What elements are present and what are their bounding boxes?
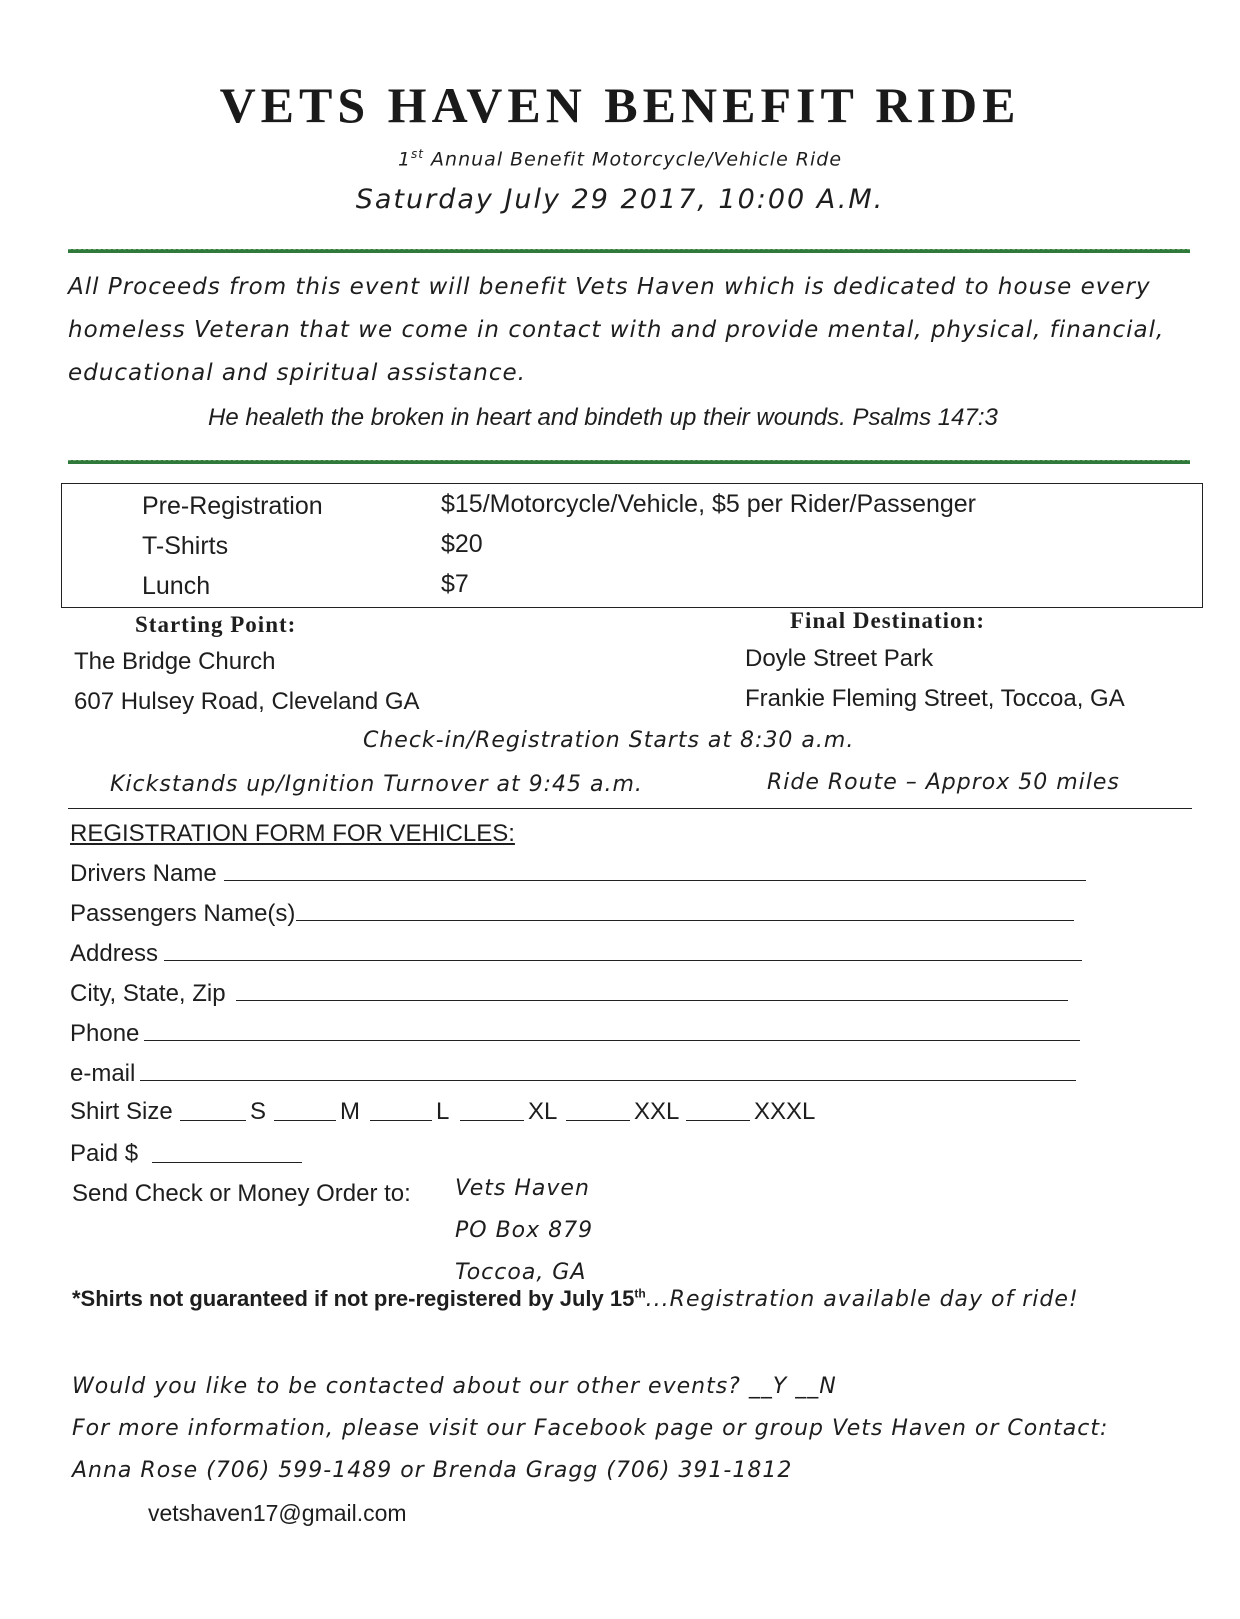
price-value-preregistration: $15/Motorcycle/Vehicle, $5 per Rider/Passenger bbox=[441, 490, 977, 518]
price-label-preregistration: Pre-Registration bbox=[142, 492, 323, 520]
shirt-size-xxxl: XXXL bbox=[754, 1098, 816, 1125]
shirt-size-l-blank[interactable] bbox=[370, 1120, 432, 1121]
paid-label: Paid $ bbox=[70, 1140, 139, 1167]
starting-point-address: 607 Hulsey Road, Cleveland GA bbox=[74, 688, 420, 715]
address-label: Address bbox=[70, 940, 159, 967]
email-field[interactable] bbox=[140, 1080, 1076, 1081]
contact-email[interactable]: vetshaven17@gmail.com bbox=[148, 1500, 407, 1526]
subtitle-ordinal: 1 bbox=[397, 148, 412, 171]
phone-label: Phone bbox=[70, 1020, 140, 1047]
paid-amount-field[interactable] bbox=[152, 1162, 302, 1163]
shirts-note bbox=[72, 1286, 1079, 1312]
green-divider-top bbox=[68, 249, 1190, 253]
shirt-size-l: L bbox=[436, 1098, 450, 1125]
drivers-name-label: Drivers Name bbox=[70, 860, 217, 887]
starting-point-heading: Starting Point: bbox=[135, 612, 297, 637]
mail-to-line-1: Vets Haven bbox=[455, 1176, 590, 1201]
event-title: VETS HAVEN BENEFIT RIDE bbox=[219, 77, 1021, 133]
phone-field[interactable] bbox=[144, 1040, 1080, 1041]
address-field[interactable] bbox=[164, 960, 1082, 961]
green-divider-bottom bbox=[68, 460, 1190, 464]
registration-form-heading: REGISTRATION FORM FOR VEHICLES: bbox=[70, 820, 515, 847]
section-divider bbox=[68, 808, 1192, 809]
shirt-size-m-blank[interactable] bbox=[274, 1120, 336, 1121]
destination-address: Frankie Fleming Street, Toccoa, GA bbox=[745, 685, 1125, 712]
price-label-lunch: Lunch bbox=[142, 572, 211, 600]
ride-route: Ride Route – Approx 50 miles bbox=[767, 770, 1120, 795]
price-label-tshirts: T-Shirts bbox=[142, 532, 229, 560]
shirts-note-bold: *Shirts not guaranteed if not pre-registered by July 15 bbox=[72, 1286, 635, 1311]
kickstands-time: Kickstands up/Ignition Turnover at 9:45 a.m. bbox=[110, 772, 643, 797]
shirts-note-sup: th bbox=[634, 1286, 646, 1301]
checkin-time: Check-in/Registration Starts at 8:30 a.m. bbox=[363, 728, 855, 753]
shirt-size-s-blank[interactable] bbox=[180, 1120, 246, 1121]
city-state-zip-label: City, State, Zip bbox=[70, 980, 226, 1007]
shirt-size-xl-blank[interactable] bbox=[460, 1120, 524, 1121]
drivers-name-field[interactable] bbox=[224, 880, 1086, 881]
contact-phones: Anna Rose (706) 599-1489 or Brenda Gragg (706) 391-1812 bbox=[72, 1458, 793, 1483]
subtitle-text: Annual Benefit Motorcycle/Vehicle Ride bbox=[431, 148, 843, 171]
intro-line-1: All Proceeds from this event will benefit Vets Haven which is dedicated to house every bbox=[68, 274, 1151, 300]
city-state-zip-field[interactable] bbox=[236, 1000, 1068, 1001]
mail-to-line-2: PO Box 879 bbox=[455, 1218, 594, 1243]
intro-line-3: educational and spiritual assistance. bbox=[68, 360, 526, 386]
shirt-size-xxl: XXL bbox=[634, 1098, 680, 1125]
price-value-lunch: $7 bbox=[441, 570, 469, 598]
send-payment-label: Send Check or Money Order to: bbox=[72, 1180, 411, 1207]
intro-line-2: homeless Veteran that we come in contact with and provide mental, physical, financial, bbox=[68, 317, 1165, 343]
shirt-size-m: M bbox=[340, 1098, 360, 1125]
shirt-size-xxxl-blank[interactable] bbox=[686, 1120, 750, 1121]
passengers-name-field[interactable] bbox=[296, 920, 1074, 921]
shirt-size-label: Shirt Size bbox=[70, 1098, 173, 1125]
mail-to-line-3: Toccoa, GA bbox=[455, 1260, 587, 1285]
price-value-tshirts: $20 bbox=[441, 530, 483, 558]
scripture-verse: He healeth the broken in heart and bindeth up their wounds. Psalms 147:3 bbox=[208, 404, 998, 431]
shirt-size-s: S bbox=[250, 1098, 267, 1125]
more-info-text: For more information, please visit our Facebook page or group Vets Haven or Contact: bbox=[72, 1416, 1109, 1441]
subtitle-ordinal-suffix: st bbox=[411, 147, 424, 161]
starting-point-name: The Bridge Church bbox=[74, 648, 276, 675]
destination-heading: Final Destination: bbox=[790, 608, 985, 633]
contact-question: Would you like to be contacted about our other events? __Y __N bbox=[72, 1374, 837, 1399]
destination-name: Doyle Street Park bbox=[745, 645, 934, 672]
event-date-time: Saturday July 29 2017, 10:00 A.M. bbox=[355, 184, 885, 215]
event-subtitle bbox=[0, 147, 1240, 170]
email-label: e-mail bbox=[70, 1060, 136, 1087]
shirt-size-xl: XL bbox=[528, 1098, 558, 1125]
shirt-size-xxl-blank[interactable] bbox=[566, 1120, 630, 1121]
shirts-note-rest: ...Registration available day of ride! bbox=[645, 1287, 1079, 1312]
passengers-name-label: Passengers Name(s) bbox=[70, 900, 296, 927]
